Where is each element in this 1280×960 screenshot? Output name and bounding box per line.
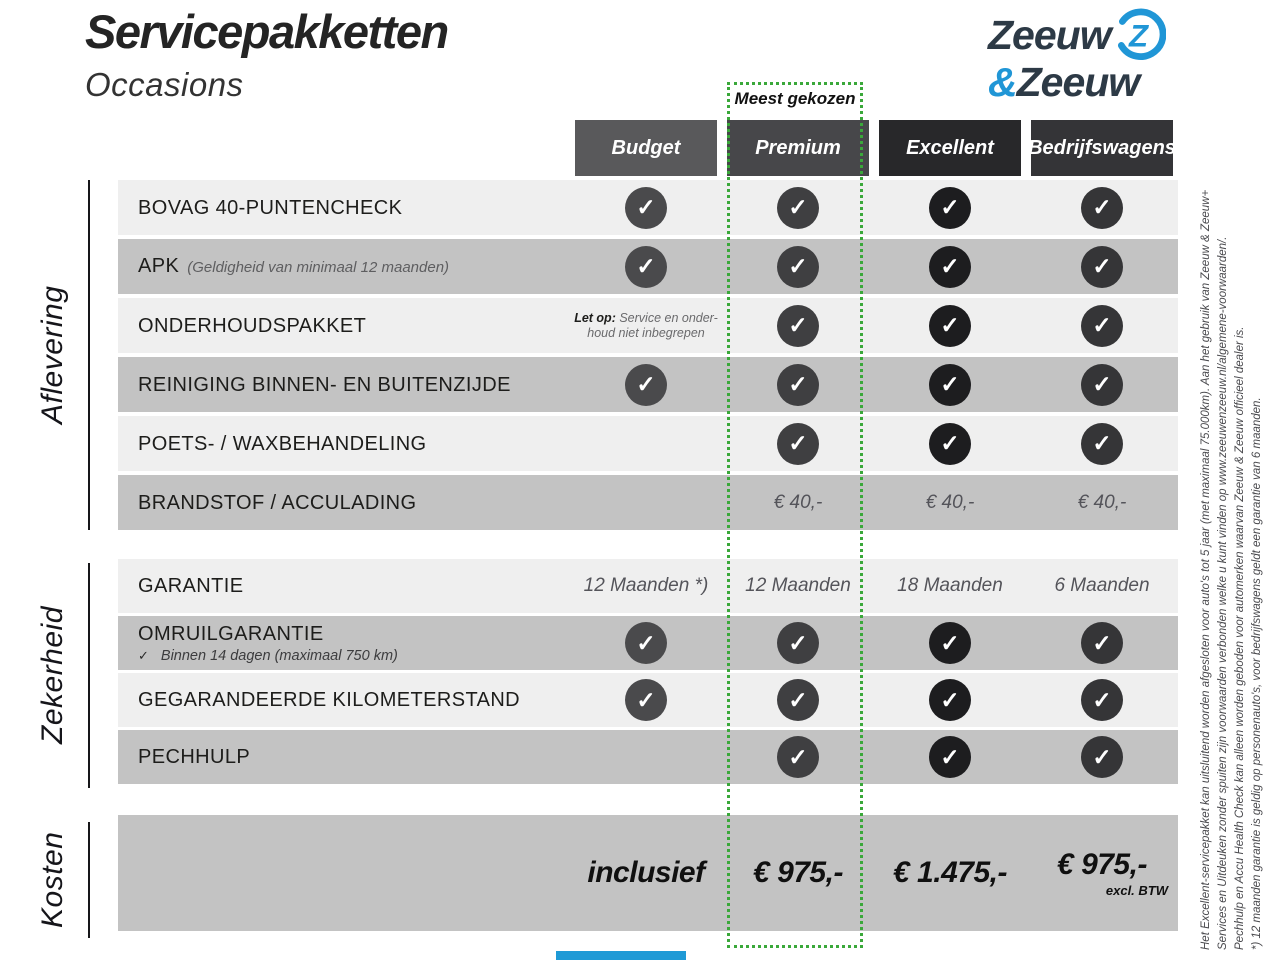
logo-line-1 (988, 8, 1166, 62)
cell-bedrijfswagens (1026, 416, 1178, 471)
row-label-inline-note: (Geldigheid van minimaal 12 maanden) (187, 258, 450, 276)
table-row (118, 730, 1178, 784)
cell-bedrijfswagens (1026, 239, 1178, 294)
table-row (118, 616, 1178, 670)
cell-excellent (874, 357, 1026, 412)
check-icon: ✓ (625, 364, 667, 406)
cell-value: € 40,- (925, 491, 975, 513)
page-title: Servicepakketten (85, 5, 448, 58)
cell-budget (570, 475, 722, 530)
table-row (118, 416, 1178, 471)
cell-bedrijfswagens (1026, 616, 1178, 670)
check-icon: ✓ (1081, 305, 1123, 347)
check-icon: ✓ (625, 679, 667, 721)
row-label-text: REINIGING BINNEN- EN BUITENZIJDE (138, 373, 511, 396)
row-label (118, 616, 570, 670)
check-icon: ✓ (1081, 736, 1123, 778)
check-icon: ✓ (625, 187, 667, 229)
row-label (118, 730, 570, 784)
price (874, 856, 1026, 890)
table-body (118, 180, 1178, 931)
cell-premium (722, 730, 874, 784)
price-value: € 975,- (1057, 848, 1147, 881)
price-value: inclusief (587, 856, 705, 889)
check-icon: ✓ (929, 622, 971, 664)
comparison-table (118, 120, 1178, 935)
cell-budget (570, 298, 722, 353)
cell-value: 18 Maanden (897, 575, 1003, 596)
price (722, 856, 874, 890)
cell-budget (570, 730, 722, 784)
table-row (118, 815, 1178, 931)
price-sub-label: excl. BTW (1105, 883, 1168, 898)
cell-excellent (874, 239, 1026, 294)
check-icon: ✓ (777, 246, 819, 288)
footnote-line: *) 12 maanden garantie is geldig op personenauto's, voor bedrijfswagens geldt een garantie van 6 maanden. (1251, 397, 1263, 950)
check-small-icon: ✓ (138, 647, 149, 663)
check-icon: ✓ (1081, 364, 1123, 406)
cell-excellent (874, 298, 1026, 353)
row-label-text: OMRUILGARANTIE (138, 622, 324, 645)
cell-bedrijfswagens (1026, 475, 1178, 530)
note-prefix: Let op: (574, 310, 616, 325)
check-icon: ✓ (625, 246, 667, 288)
cell-premium (722, 673, 874, 727)
price-value: € 1.475,- (893, 856, 1007, 889)
cell-budget (570, 180, 722, 235)
check-icon: ✓ (1081, 187, 1123, 229)
section-label-aflevering: Aflevering (36, 285, 69, 425)
row-label-text: BRANDSTOF / ACCULADING (138, 491, 417, 514)
column-header-budget (570, 120, 722, 176)
cell-premium (722, 616, 874, 670)
table-row (118, 357, 1178, 412)
footnote-line: Het Excellent-servicepakket kan uitsluitend worden afgesloten voor auto's tot 5 jaar (met maximaal 75.000km). Aan het gebruik van Zeeuw & Zeeuw+ (1200, 189, 1212, 950)
column-header-label: Bedrijfswagens (1031, 120, 1173, 176)
check-icon: ✓ (929, 364, 971, 406)
cell-excellent (874, 559, 1026, 613)
table-row (118, 239, 1178, 294)
check-icon: ✓ (929, 246, 971, 288)
check-icon: ✓ (777, 305, 819, 347)
table-row (118, 180, 1178, 235)
check-icon: ✓ (1081, 679, 1123, 721)
cell-excellent (874, 673, 1026, 727)
logo-z-swoosh-icon (1112, 8, 1166, 62)
section-line-aflevering (88, 180, 90, 530)
cell-premium (722, 239, 874, 294)
check-icon: ✓ (777, 679, 819, 721)
logo-word-1: Zeeuw (988, 12, 1111, 58)
cell-budget (570, 416, 722, 471)
cell-premium (722, 815, 874, 931)
note-line-1: Service en onder- (615, 310, 718, 325)
cell-bedrijfswagens (1026, 730, 1178, 784)
section-label-kosten: Kosten (36, 831, 69, 929)
check-icon: ✓ (777, 364, 819, 406)
cell-value: € 40,- (773, 491, 823, 513)
cell-value: 6 Maanden (1054, 575, 1150, 596)
table-header-row (570, 120, 1178, 176)
cell-excellent (874, 730, 1026, 784)
check-icon: ✓ (929, 679, 971, 721)
cell-premium (722, 416, 874, 471)
cell-excellent (874, 416, 1026, 471)
page-subtitle: Occasions (85, 66, 244, 103)
column-header-label: Premium (727, 120, 869, 176)
cell-premium (722, 357, 874, 412)
check-icon: ✓ (777, 622, 819, 664)
cell-value: € 40,- (1077, 491, 1127, 513)
cell-excellent (874, 475, 1026, 530)
section-rows-kosten (118, 815, 1178, 931)
cell-excellent (874, 616, 1026, 670)
check-icon: ✓ (929, 423, 971, 465)
cell-bedrijfswagens (1026, 180, 1178, 235)
cell-note (574, 311, 718, 341)
row-label (118, 239, 570, 294)
cell-budget (570, 239, 722, 294)
row-label-text: POETS- / WAXBEHANDELING (138, 432, 427, 455)
logo-ampersand: & (988, 59, 1017, 105)
note-line-2: houd niet inbegrepen (587, 325, 705, 340)
meest-gekozen-badge: Meest gekozen (734, 89, 856, 108)
row-sub-note-text: Binnen 14 dagen (maximaal 750 km) (160, 647, 398, 664)
cell-bedrijfswagens (1026, 298, 1178, 353)
table-row (118, 298, 1178, 353)
column-header-bedrijfswagens (1026, 120, 1178, 176)
row-label (118, 180, 570, 235)
column-header-excellent (874, 120, 1026, 176)
price-value: € 975,- (753, 856, 843, 889)
table-row (118, 673, 1178, 727)
cell-excellent (874, 180, 1026, 235)
check-icon: ✓ (777, 736, 819, 778)
cell-bedrijfswagens (1026, 357, 1178, 412)
bottom-accent-bar (556, 951, 686, 960)
row-label-text: ONDERHOUDSPAKKET (138, 314, 367, 337)
check-icon: ✓ (929, 187, 971, 229)
check-icon: ✓ (1081, 622, 1123, 664)
cell-premium (722, 298, 874, 353)
section-rows-aflevering (118, 180, 1178, 530)
cell-bedrijfswagens (1026, 673, 1178, 727)
svg-text:Z: Z (1128, 18, 1147, 54)
check-icon: ✓ (777, 187, 819, 229)
row-sub-note (138, 648, 570, 664)
row-label-text: GEGARANDEERDE KILOMETERSTAND (138, 689, 521, 711)
cell-budget (570, 673, 722, 727)
footnote-line: Services en Uitdeuken zonder spuiten zijn voorwaarden verbonden welke u kunt vinden op www.zeeuwenzeeuw.nl/algemene-voorwaarden/. (1217, 236, 1229, 950)
row-label (118, 673, 570, 727)
section-line-zekerheid (88, 563, 90, 788)
logo-word-2: Zeeuw (1016, 59, 1140, 105)
section-rows-zekerheid (118, 559, 1178, 784)
disclaimer-fine-print (1198, 112, 1270, 950)
cell-budget (570, 357, 722, 412)
column-header-label: Budget (575, 120, 717, 176)
logo-line-2 (988, 60, 1166, 104)
section-line-kosten (88, 822, 90, 938)
row-label-text: PECHHULP (138, 746, 251, 768)
cell-premium (722, 559, 874, 613)
cell-premium (722, 475, 874, 530)
price (1026, 848, 1178, 898)
row-label (118, 559, 570, 613)
cell-bedrijfswagens (1026, 559, 1178, 613)
cell-budget (570, 559, 722, 613)
cell-excellent (874, 815, 1026, 931)
row-label (118, 416, 570, 471)
row-label-text: BOVAG 40-PUNTENCHECK (138, 196, 403, 219)
row-label-text: APK (Geldigheid van minimaal 12 maanden) (138, 254, 450, 277)
cell-value: 12 Maanden *) (583, 575, 709, 596)
row-label (118, 298, 570, 353)
row-label (118, 475, 570, 530)
cell-bedrijfswagens (1026, 815, 1178, 931)
check-icon: ✓ (1081, 423, 1123, 465)
zeeuw-en-zeeuw-logo (988, 8, 1166, 104)
price (570, 856, 722, 890)
cell-budget (570, 815, 722, 931)
column-header-label: Excellent (879, 120, 1021, 176)
table-row (118, 559, 1178, 613)
check-icon: ✓ (929, 305, 971, 347)
cell-budget (570, 616, 722, 670)
column-header-premium (722, 120, 874, 176)
section-label-zekerheid: Zekerheid (36, 606, 69, 745)
check-icon: ✓ (1081, 246, 1123, 288)
footnote-line: Pechhulp en Accu Health Check kan alleen worden geboden voor automerken waarvan Zeeuw & Zeeuw officieel dealer is. (1234, 326, 1246, 950)
check-icon: ✓ (625, 622, 667, 664)
table-row (118, 475, 1178, 530)
row-label (118, 815, 570, 931)
row-label-text: GARANTIE (138, 575, 244, 597)
check-icon: ✓ (777, 423, 819, 465)
check-icon: ✓ (929, 736, 971, 778)
cell-premium (722, 180, 874, 235)
cell-value: 12 Maanden (745, 575, 851, 596)
row-label (118, 357, 570, 412)
